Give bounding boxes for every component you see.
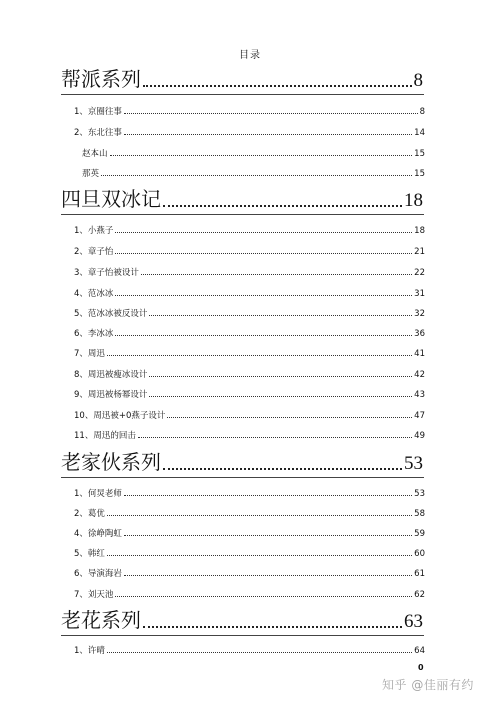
toc-item-page: 18 xyxy=(414,226,425,236)
toc-item[interactable] xyxy=(0,125,500,138)
toc-item-page: 14 xyxy=(414,128,425,138)
toc-item-label: 4、徐峥陶虹 xyxy=(74,529,122,539)
toc-item-page: 47 xyxy=(414,411,425,421)
toc-item[interactable] xyxy=(0,146,500,159)
leader-dots xyxy=(107,555,412,556)
leader-dots xyxy=(115,335,412,336)
leader-dots xyxy=(110,155,413,156)
toc-item-page: 31 xyxy=(414,289,425,299)
toc-item[interactable] xyxy=(0,166,500,179)
toc-item-page: 15 xyxy=(414,149,425,159)
toc-item-page: 43 xyxy=(414,390,425,400)
toc-item[interactable] xyxy=(0,306,500,319)
toc-section[interactable] xyxy=(0,607,500,633)
toc-item[interactable] xyxy=(0,506,500,519)
toc-item-page: 53 xyxy=(414,489,425,499)
toc-item-label: 1、京圈往事 xyxy=(74,107,122,117)
toc-section-title: 老花系列 xyxy=(61,608,141,632)
leader-dots xyxy=(115,253,412,254)
toc-heading: 目录 xyxy=(239,50,261,61)
toc-item-label: 7、刘天池 xyxy=(74,590,114,600)
leader-dots xyxy=(167,417,412,418)
toc-item[interactable] xyxy=(0,566,500,579)
toc-item-page: 64 xyxy=(414,646,425,656)
toc-item-page: 60 xyxy=(414,549,425,559)
toc-item-label: 11、周迅的回击 xyxy=(74,431,136,441)
toc-item-label: 10、周迅被+0燕子设计 xyxy=(74,411,166,421)
section-divider xyxy=(61,94,424,95)
toc-item-label: 1、何炅老师 xyxy=(74,489,122,499)
leader-dots xyxy=(124,134,412,135)
toc-section-page: 63 xyxy=(404,611,423,632)
toc-item-page: 36 xyxy=(414,329,425,339)
toc-item-label: 1、许晴 xyxy=(74,646,105,656)
leader-dots xyxy=(138,437,412,438)
toc-item-label: 3、章子怡被设计 xyxy=(74,268,139,278)
toc-item-page: 49 xyxy=(414,431,425,441)
toc-item-label: 2、章子怡 xyxy=(74,247,114,257)
toc-section-page: 8 xyxy=(413,70,423,91)
toc-section-title: 帮派系列 xyxy=(61,67,141,91)
toc-item-page: 58 xyxy=(414,509,425,519)
toc-item[interactable] xyxy=(0,526,500,539)
leader-dots xyxy=(149,315,412,316)
toc-item[interactable] xyxy=(0,486,500,499)
leader-dots xyxy=(124,575,412,576)
page-number: 0 xyxy=(418,663,424,672)
toc-item-page: 42 xyxy=(414,370,425,380)
toc-item-label: 5、韩红 xyxy=(74,549,105,559)
toc-section-page: 18 xyxy=(404,190,423,211)
leader-dots xyxy=(115,295,412,296)
leader-dots xyxy=(115,232,412,233)
toc-item-label: 赵本山 xyxy=(82,149,108,159)
toc-item[interactable] xyxy=(0,367,500,380)
toc-item-label: 6、李冰冰 xyxy=(74,329,114,339)
toc-item-label: 2、东北往事 xyxy=(74,128,122,138)
toc-item[interactable] xyxy=(0,643,500,656)
toc-item-label: 5、范冰冰被反设计 xyxy=(74,309,148,319)
toc-section[interactable] xyxy=(0,449,500,475)
section-divider xyxy=(61,635,424,636)
toc-section[interactable] xyxy=(0,66,500,92)
leader-dots xyxy=(107,652,412,653)
toc-item-page: 8 xyxy=(419,107,425,117)
toc-item[interactable] xyxy=(0,223,500,236)
toc-item[interactable] xyxy=(0,326,500,339)
leader-dots xyxy=(107,355,412,356)
toc-section-title: 四旦双冰记 xyxy=(61,187,161,211)
leader-dots xyxy=(149,376,412,377)
toc-item-page: 21 xyxy=(414,247,425,257)
toc-section-title: 老家伙系列 xyxy=(61,450,161,474)
toc-item-page: 41 xyxy=(414,349,425,359)
toc-item-label: 8、周迅被瘦冰设计 xyxy=(74,370,148,380)
toc-item[interactable] xyxy=(0,387,500,400)
toc-section[interactable] xyxy=(0,186,500,212)
section-divider xyxy=(61,477,424,478)
toc-item-label: 1、小燕子 xyxy=(74,226,114,236)
leader-dots xyxy=(143,626,402,628)
leader-dots xyxy=(124,495,412,496)
leader-dots xyxy=(163,205,402,207)
leader-dots xyxy=(107,515,412,516)
watermark-text: 知乎 @佳丽有约 xyxy=(382,678,474,692)
toc-section-page: 53 xyxy=(404,453,423,474)
toc-item-page: 22 xyxy=(414,268,425,278)
toc-item[interactable] xyxy=(0,244,500,257)
leader-dots xyxy=(149,396,412,397)
toc-item[interactable] xyxy=(0,286,500,299)
toc-item-label: 2、葛优 xyxy=(74,509,105,519)
toc-item[interactable] xyxy=(0,265,500,278)
toc-item-label: 那英 xyxy=(82,169,100,179)
toc-item-label: 4、范冰冰 xyxy=(74,289,114,299)
toc-item[interactable] xyxy=(0,346,500,359)
leader-dots xyxy=(115,596,412,597)
leader-dots xyxy=(124,535,412,536)
toc-item[interactable] xyxy=(0,587,500,600)
toc-item-page: 62 xyxy=(414,590,425,600)
toc-item[interactable] xyxy=(0,428,500,441)
toc-item-label: 9、周迅被杨幂设计 xyxy=(74,390,148,400)
section-divider xyxy=(61,214,424,215)
leader-dots xyxy=(141,274,412,275)
toc-item[interactable] xyxy=(0,104,500,117)
toc-item-page: 15 xyxy=(414,169,425,179)
leader-dots xyxy=(143,85,412,87)
leader-dots xyxy=(101,175,412,176)
toc-item[interactable] xyxy=(0,546,500,559)
leader-dots xyxy=(163,468,402,470)
leader-dots xyxy=(124,113,418,114)
toc-item-label: 7、周迅 xyxy=(74,349,105,359)
toc-item-page: 61 xyxy=(414,569,425,579)
toc-item-page: 59 xyxy=(414,529,425,539)
toc-item-page: 32 xyxy=(414,309,425,319)
toc-item-label: 6、导演海岩 xyxy=(74,569,122,579)
toc-item[interactable] xyxy=(0,408,500,421)
